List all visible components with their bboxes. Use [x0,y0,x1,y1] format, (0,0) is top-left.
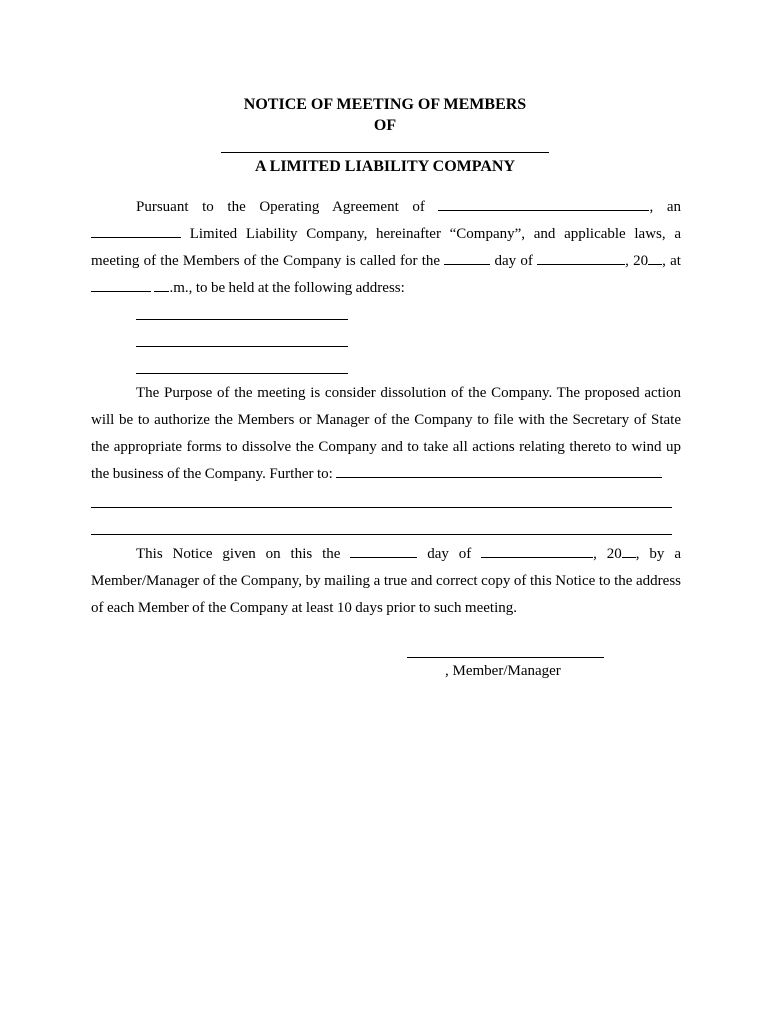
document-subtitle: A LIMITED LIABILITY COMPANY [254,158,516,175]
meeting-month-blank[interactable] [537,250,625,265]
meeting-am-pm-blank[interactable] [154,277,169,292]
operating-agreement-company-blank[interactable] [438,196,649,211]
para1-text-2: , an [649,199,681,215]
para1-text-6: , at [662,253,681,269]
state-blank[interactable] [91,223,181,238]
further-to-line-2[interactable] [91,507,672,508]
meeting-day-blank[interactable] [444,250,490,265]
para1-text-1: Pursuant to the Operating Agreement of [136,199,439,215]
address-line-2[interactable] [136,346,348,347]
para1-text-4: day of [490,253,538,269]
notice-year-blank[interactable] [622,543,636,558]
signature-label: , Member/Manager [445,663,561,679]
para1-text-3: Limited Liability Company, hereinafter “Company”, and applicable laws, a meeting of the Members of the Company is called for the [91,226,681,269]
document-title: NOTICE OF MEETING OF MEMBERS [243,96,527,113]
para1-text-5: , 20 [625,253,649,269]
notice-month-blank[interactable] [481,543,593,558]
paragraph-meeting-call [91,194,681,302]
notice-day-blank[interactable] [350,543,417,558]
para3-text-3: , 20 [593,546,622,562]
meeting-time-blank[interactable] [91,277,151,292]
address-line-3[interactable] [136,373,348,374]
paragraph-notice-given [91,541,681,622]
purpose-text: The Purpose of the meeting is consider dissolution of the Company. The proposed action will be to authorize the Members or Manager of the Company to file with the Secretary of State the appropriate forms to dissolve the Company and to take all actions relating thereto to wind up the business of the Company. Further to: [91,385,681,482]
para3-text-2: day of [417,546,482,562]
company-name-blank[interactable] [221,152,549,153]
document-title-of: OF [373,117,397,134]
para3-text-1: This Notice given on this the [136,546,351,562]
address-line-1[interactable] [136,319,348,320]
para3-text-4: , by a Member/Manager of the Company, by mailing a true and correct copy of this Notice to the address of each Member of the Company at least 10 days prior to such meeting. [91,546,681,616]
paragraph-purpose [91,380,681,488]
further-to-line-3[interactable] [91,534,672,535]
further-to-blank[interactable] [336,463,662,478]
meeting-year-blank[interactable] [648,250,662,265]
para1-text-8: .m., to be held at the following address: [169,280,405,296]
